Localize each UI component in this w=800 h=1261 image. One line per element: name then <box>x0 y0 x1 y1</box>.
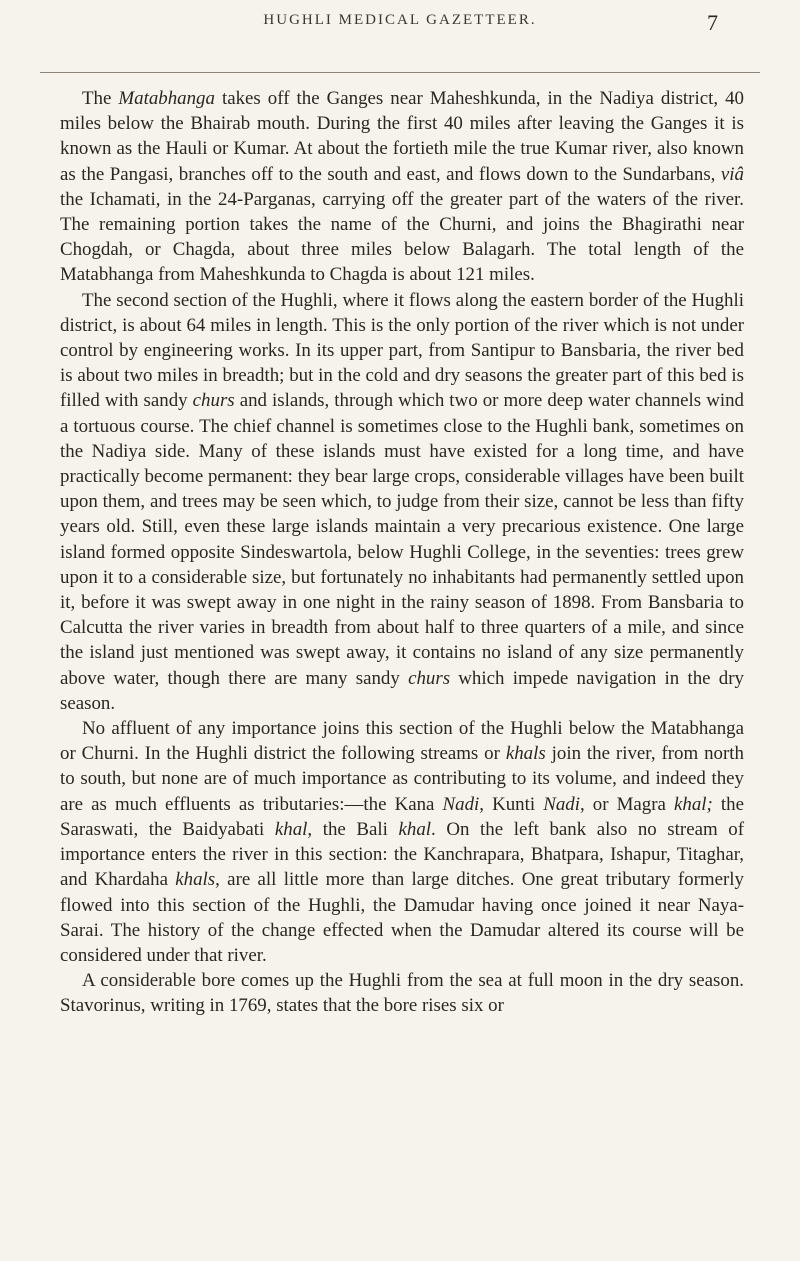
paragraph-second-section <box>60 288 744 716</box>
text-run: , the Bali <box>307 818 399 840</box>
text-run: , or Magra <box>579 793 674 815</box>
text-run: the Ichamati, in the 24-Parganas, carrying off the greater part of the waters of the river. The remaining portion takes the name of the Churni, and joins the Bhagirathi near Chogdah, or Chagda, about three miles below Balagarh. The total length of the Matabhanga from Maheshkunda to Chagda is about 121 miles. <box>60 188 744 286</box>
italic-term: Matabhanga <box>118 88 215 109</box>
body-text <box>60 86 744 1019</box>
paragraph-matabhanga <box>60 86 744 288</box>
text-run: A considerable bore comes up the Hughli from the sea at full moon in the dry season. Stavorinus, writing in 1769, states that the bore rises six or <box>60 970 744 1017</box>
text-run: , are all little more than large ditches. One great tributary formerly flowed into this section of the Hughli, the Damudar having once joined it near Naya-Sarai. The history of the change effected when the Damudar altered its course will be considered under that river. <box>60 869 744 966</box>
text-run: which impede navigation in the dry season. <box>60 667 744 714</box>
italic-term: khal <box>398 818 432 840</box>
italic-term: Nadi <box>442 793 480 815</box>
header-rule <box>40 72 760 73</box>
text-run: join the river, from north to south, but none are of much importance as contributing to its volume, and indeed they are as much effluents as tributaries:—the Kana <box>60 743 744 815</box>
italic-term: khal; <box>674 793 713 815</box>
italic-term: Nadi <box>543 793 580 815</box>
paragraph-affluents <box>60 716 744 968</box>
paragraph-bore <box>60 968 744 1018</box>
page-header <box>0 12 800 52</box>
italic-term: khals <box>175 869 216 891</box>
text-run: , Kunti <box>479 793 544 815</box>
text-run: takes off the Ganges near Maheshkunda, in the Nadiya district, 40 miles below the Bhairab mouth. During the first 40 miles after leaving the Ganges it is known as the Hauli or Kumar. At about the fortieth mile the true Kumar river, also known as the Pangasi, branches off to the south and east, and flows down to the Sundarbans, <box>60 88 744 185</box>
running-head: HUGHLI MEDICAL GAZETTEER. <box>263 12 537 28</box>
italic-term: khal <box>274 818 308 840</box>
italic-term: khals <box>505 743 546 765</box>
text-run: The <box>82 88 119 109</box>
text-run: No affluent of any importance joins this section of the Hughli below the Matabhanga or Churni. In the Hughli district the following streams or <box>60 718 744 765</box>
text-run: The second section of the Hughli, where it flows along the eastern border of the Hughli district, is about 64 miles in length. This is the only portion of the river which is not under control by engineering works. In its upper part, from Santipur to Bansbaria, the river bed is about two miles in breadth; but in the cold and dry seasons the greater part of this bed is filled with sandy <box>60 289 744 412</box>
text-run: the Saraswati, the Baidyabati <box>60 793 744 840</box>
text-run: . On the left bank also no stream of importance enters the river in this section: the Kanchrapara, Bhatpara, Ishapur, Titaghar, and Khardaha <box>60 818 744 891</box>
italic-term: churs <box>408 667 451 689</box>
italic-term: churs <box>192 390 235 412</box>
italic-term: viâ <box>720 163 744 185</box>
page-number: 7 <box>707 10 718 35</box>
text-run: and islands, through which two or more deep water channels wind a tortuous course. The chief channel is sometimes close to the Hughli bank, sometimes on the Nadiya side. Many of these islands must have existed for a long time, and have practically become permanent: they bear large crops, considerable villages have been built upon them, and trees may be seen which, to judge from their size, cannot be less than fifty years old. Still, even these large islands maintain a very precarious existence. One large island formed opposite Sindeswartola, below Hughli College, in the seventies: trees grew upon it to a considerable size, but fortunately no inhabitants had permanently settled upon it, before it was swept away in one night in the rainy season of 1898. From Bansbaria to Calcutta the river varies in breadth from about half to three quarters of a mile, and since the island just mentioned was swept away, it contains no island of any size permanently above water, though there are many sandy <box>60 390 744 689</box>
